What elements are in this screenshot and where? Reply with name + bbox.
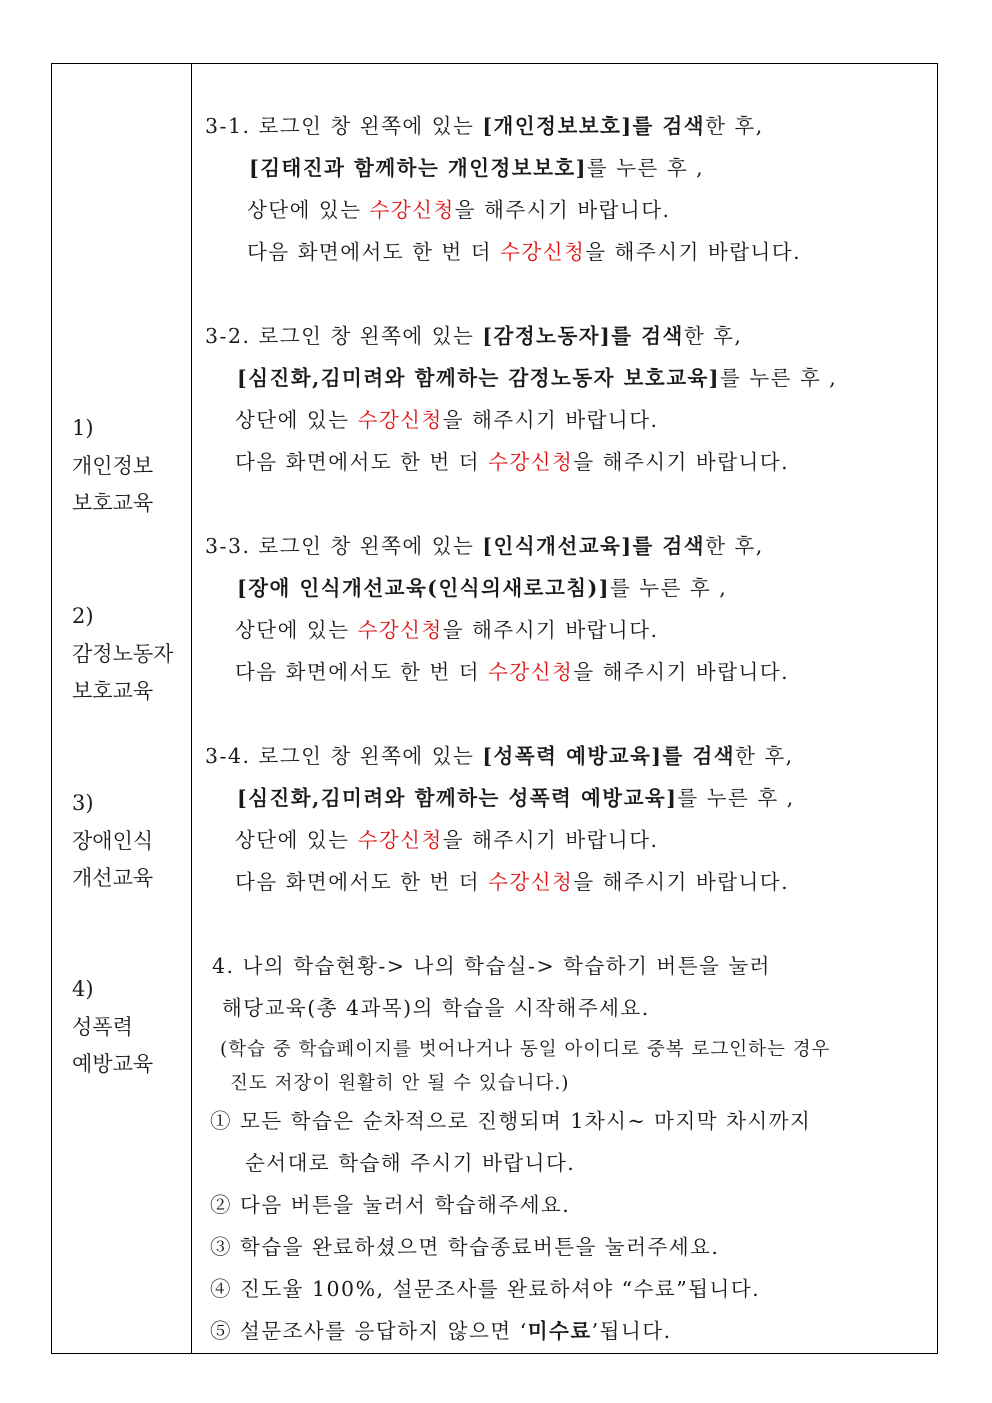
section-3-2-line3: 상단에 있는 수강신청을 해주시기 바랍니다. [235,408,659,432]
instruction-column [192,64,937,1353]
section-3-3-line2: [장애 인식개선교육(인식의새로고침)]를 누른 후 , [237,576,728,600]
step4-item4: ④ 진도율 100%, 설문조사를 완료하셔야 “수료”됩니다. [210,1277,761,1301]
instruction-table [51,63,938,1354]
step4-line1: 4. 나의 학습현황-> 나의 학습실-> 학습하기 버튼을 눌러 [212,954,771,978]
section-3-1-line1: 3-1. 로그인 창 왼쪽에 있는 [개인정보보호]를 검색한 후, [205,114,764,138]
category-privacy: 1) 개인정보 보호교육 [72,416,154,515]
section-3-4-line2: [심진화,김미려와 함께하는 성폭력 예방교육]를 누른 후 , [237,786,795,810]
section-3-4-line1: 3-4. 로그인 창 왼쪽에 있는 [성폭력 예방교육]를 검색한 후, [205,744,794,768]
step4-note-line1: (학습 중 학습페이지를 벗어나거나 동일 아이디로 중복 로그인하는 경우 [220,1039,831,1060]
section-3-1-line4: 다음 화면에서도 한 번 더 수강신청을 해주시기 바랍니다. [247,240,802,264]
category-emotional-labor: 2) 감정노동자 보호교육 [72,604,174,703]
category-column [52,64,191,1353]
step4-line2: 해당교육(총 4과목)의 학습을 시작해주세요. [222,996,650,1020]
section-3-4-line3: 상단에 있는 수강신청을 해주시기 바랍니다. [235,828,659,852]
section-3-3-line3: 상단에 있는 수강신청을 해주시기 바랍니다. [235,618,659,642]
step4-item3: ③ 학습을 완료하셨으면 학습종료버튼을 눌러주세요. [210,1235,720,1259]
section-3-2-line4: 다음 화면에서도 한 번 더 수강신청을 해주시기 바랍니다. [235,450,790,474]
category-disability-awareness: 3) 장애인식 개선교육 [72,791,154,890]
step4-item2: ② 다음 버튼을 눌러서 학습해주세요. [210,1193,571,1217]
category-sexual-violence-prevention: 4) 성폭력 예방교육 [72,977,154,1076]
step4-note-line2: 진도 저장이 원활히 안 될 수 있습니다.) [230,1073,570,1094]
step4-item1-line1: ① 모든 학습은 순차적으로 진행되며 1차시~ 마지막 차시까지 [210,1109,812,1133]
section-3-1-line3: 상단에 있는 수강신청을 해주시기 바랍니다. [247,198,671,222]
step4-item5: ⑤ 설문조사를 응답하지 않으면 ‘미수료’됩니다. [210,1319,672,1343]
step4-item1-line2: 순서대로 학습해 주시기 바랍니다. [245,1151,576,1175]
section-3-3-line1: 3-3. 로그인 창 왼쪽에 있는 [인식개선교육]를 검색한 후, [205,534,764,558]
section-3-2-line1: 3-2. 로그인 창 왼쪽에 있는 [감정노동자]를 검색한 후, [205,324,743,348]
section-3-4-line4: 다음 화면에서도 한 번 더 수강신청을 해주시기 바랍니다. [235,870,790,894]
section-3-1-line2: [김태진과 함께하는 개인정보보호]를 누른 후 , [249,156,705,180]
section-3-2-line2: [심진화,김미려와 함께하는 감정노동자 보호교육]를 누른 후 , [237,366,838,390]
section-3-3-line4: 다음 화면에서도 한 번 더 수강신청을 해주시기 바랍니다. [235,660,790,684]
